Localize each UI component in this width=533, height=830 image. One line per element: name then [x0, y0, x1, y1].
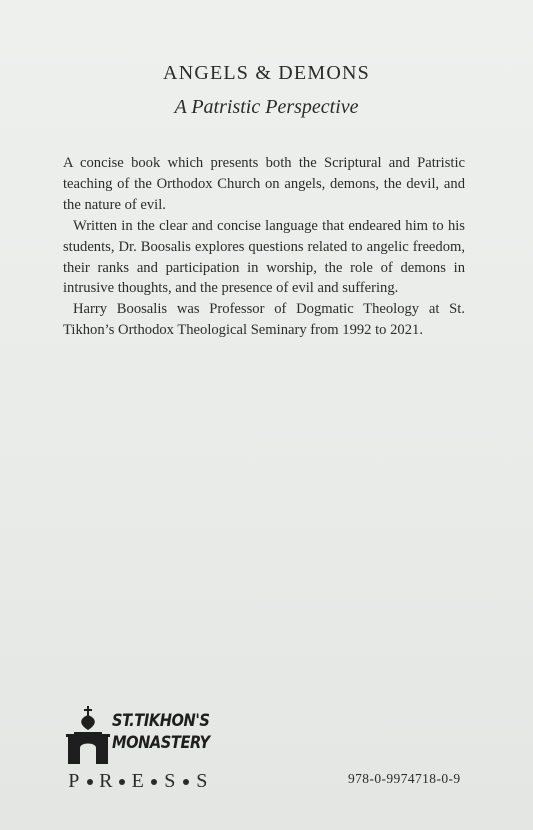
separator-dot-icon — [87, 779, 93, 785]
blurb-paragraph: Harry Boosalis was Professor of Dogmatic Theology at St. Tikhon’s Orthodox Theological Seminary from 1992 to 2021. — [63, 301, 465, 339]
isbn: 978-0-9974718-0-9 — [348, 771, 461, 786]
blurb — [63, 153, 465, 341]
separator-dot-icon — [183, 779, 189, 785]
book-title: ANGELS & DEMONS — [163, 62, 370, 84]
press-wordmark — [66, 770, 210, 793]
logo-line: ST.TIKHON'S — [112, 711, 210, 731]
press-letter: R — [99, 770, 113, 792]
book-subtitle: A Patristic Perspective — [174, 96, 359, 118]
separator-dot-icon — [119, 779, 125, 785]
logo-line: MONASTERY — [112, 733, 210, 753]
press-letter: S — [196, 770, 208, 792]
logo-wordmark — [112, 710, 222, 754]
blurb-paragraph: A concise book which presents both the Scriptural and Patristic teaching of the Orthodox Church on angels, demons, the devil, and the nature of evil. — [63, 155, 465, 213]
press-letter: P — [68, 770, 80, 792]
blurb-paragraph: Written in the clear and concise language that endeared him to his students, Dr. Boosalis explores questions related to angelic freedom, their ranks and participation in worship, the role of demons in intrusive thoughts, and the presence of evil and suffering. — [63, 217, 465, 297]
press-letter: S — [164, 770, 176, 792]
separator-dot-icon — [151, 779, 157, 785]
church-icon — [66, 706, 110, 764]
press-letter: E — [131, 770, 145, 792]
